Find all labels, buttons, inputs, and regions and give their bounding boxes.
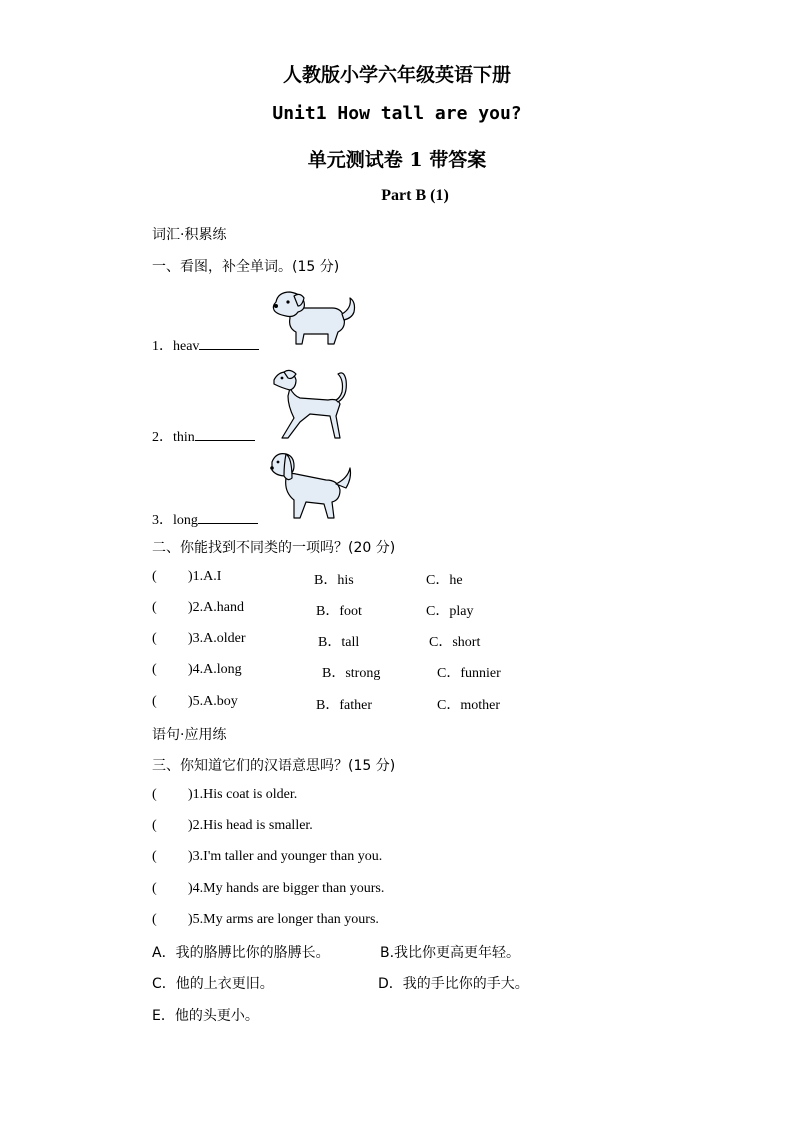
- q1-item-1: [152, 335, 259, 355]
- q3-row-1-text: )1.His coat is older.: [188, 787, 298, 802]
- q2-row-4-option-c: C．funnier: [437, 666, 501, 681]
- q3-option-c: C．他的上衣更旧。: [152, 976, 274, 992]
- q3-row-3-text: )3.I'm taller and younger than you.: [188, 849, 383, 864]
- q1-heading: 一、看图，补全单词。(15 分): [152, 259, 340, 275]
- q1-item-2-blank[interactable]: [195, 428, 255, 441]
- q1-item-3-num: 3．: [152, 513, 173, 528]
- q1-item-1-num: 1．: [152, 339, 173, 354]
- q1-item-2-num: 2．: [152, 430, 173, 445]
- q2-row-1-question: )1.A.I: [188, 569, 222, 584]
- part-label: Part B (1): [381, 187, 449, 204]
- q2-row-4-paren[interactable]: (: [152, 662, 157, 677]
- q1-item-2-text: thin: [173, 430, 195, 445]
- q2-row-2-question: )2.A.hand: [188, 600, 244, 615]
- dog-heavy-image: [268, 288, 360, 348]
- q3-row-1-paren[interactable]: (: [152, 787, 157, 802]
- doc-title: 人教版小学六年级英语下册: [282, 64, 511, 86]
- q2-heading: 二、你能找到不同类的一项吗？(20 分): [152, 540, 396, 556]
- q2-row-2-option-b: B．foot: [316, 604, 362, 619]
- q2-row-5-option-b: B．father: [316, 698, 372, 713]
- q3-row-3-paren[interactable]: (: [152, 849, 157, 864]
- q2-row-2-paren[interactable]: (: [152, 600, 157, 615]
- q3-row-2-text: )2.His head is smaller.: [188, 818, 313, 833]
- q1-item-3-blank[interactable]: [198, 511, 258, 524]
- q1-item-1-blank[interactable]: [199, 337, 259, 350]
- q2-row-4-option-b: B．strong: [322, 666, 381, 681]
- q2-row-3-question: )3.A.older: [188, 631, 246, 646]
- q3-row-5-paren[interactable]: (: [152, 912, 157, 927]
- unit-title: Unit1 How tall are you?: [272, 103, 522, 124]
- q2-row-3-option-c: C．short: [429, 635, 481, 650]
- doc-subtitle: 单元测试卷 1 带答案: [307, 149, 487, 171]
- q3-row-4-text: )4.My hands are bigger than yours.: [188, 881, 385, 896]
- q2-row-3-paren[interactable]: (: [152, 631, 157, 646]
- q3-option-d: D．我的手比你的手大。: [378, 976, 529, 992]
- q2-row-5-question: )5.A.boy: [188, 694, 238, 709]
- q2-row-4-question: )4.A.long: [188, 662, 242, 677]
- q2-row-1-paren[interactable]: (: [152, 569, 157, 584]
- q2-row-5-paren[interactable]: (: [152, 694, 157, 709]
- q3-option-e: E．他的头更小。: [152, 1008, 259, 1024]
- q1-item-1-text: heav: [173, 339, 200, 354]
- q3-option-a: A．我的胳膊比你的胳膊长。: [152, 945, 330, 961]
- section-vocab-heading: 词汇·积累练: [152, 227, 227, 243]
- q1-item-3-text: long: [173, 513, 198, 528]
- q3-row-2-paren[interactable]: (: [152, 818, 157, 833]
- section-sentence-heading: 语句·应用练: [152, 727, 227, 743]
- q2-row-1-option-b: B．his: [314, 573, 354, 588]
- q2-row-5-option-c: C．mother: [437, 698, 500, 713]
- q1-item-3: [152, 509, 258, 529]
- dog-thin-image: [270, 366, 354, 440]
- q3-option-b: B.我比你更高更年轻。: [380, 945, 521, 961]
- q2-row-1-option-c: C．he: [426, 573, 463, 588]
- dog-long-image: [266, 448, 354, 524]
- q2-row-3-option-b: B．tall: [318, 635, 360, 650]
- q2-row-2-option-c: C．play: [426, 604, 474, 619]
- q3-row-4-paren[interactable]: (: [152, 881, 157, 896]
- q1-item-2: [152, 426, 255, 446]
- q3-row-5-text: )5.My arms are longer than yours.: [188, 912, 379, 927]
- q3-heading: 三、你知道它们的汉语意思吗？(15 分): [152, 758, 396, 774]
